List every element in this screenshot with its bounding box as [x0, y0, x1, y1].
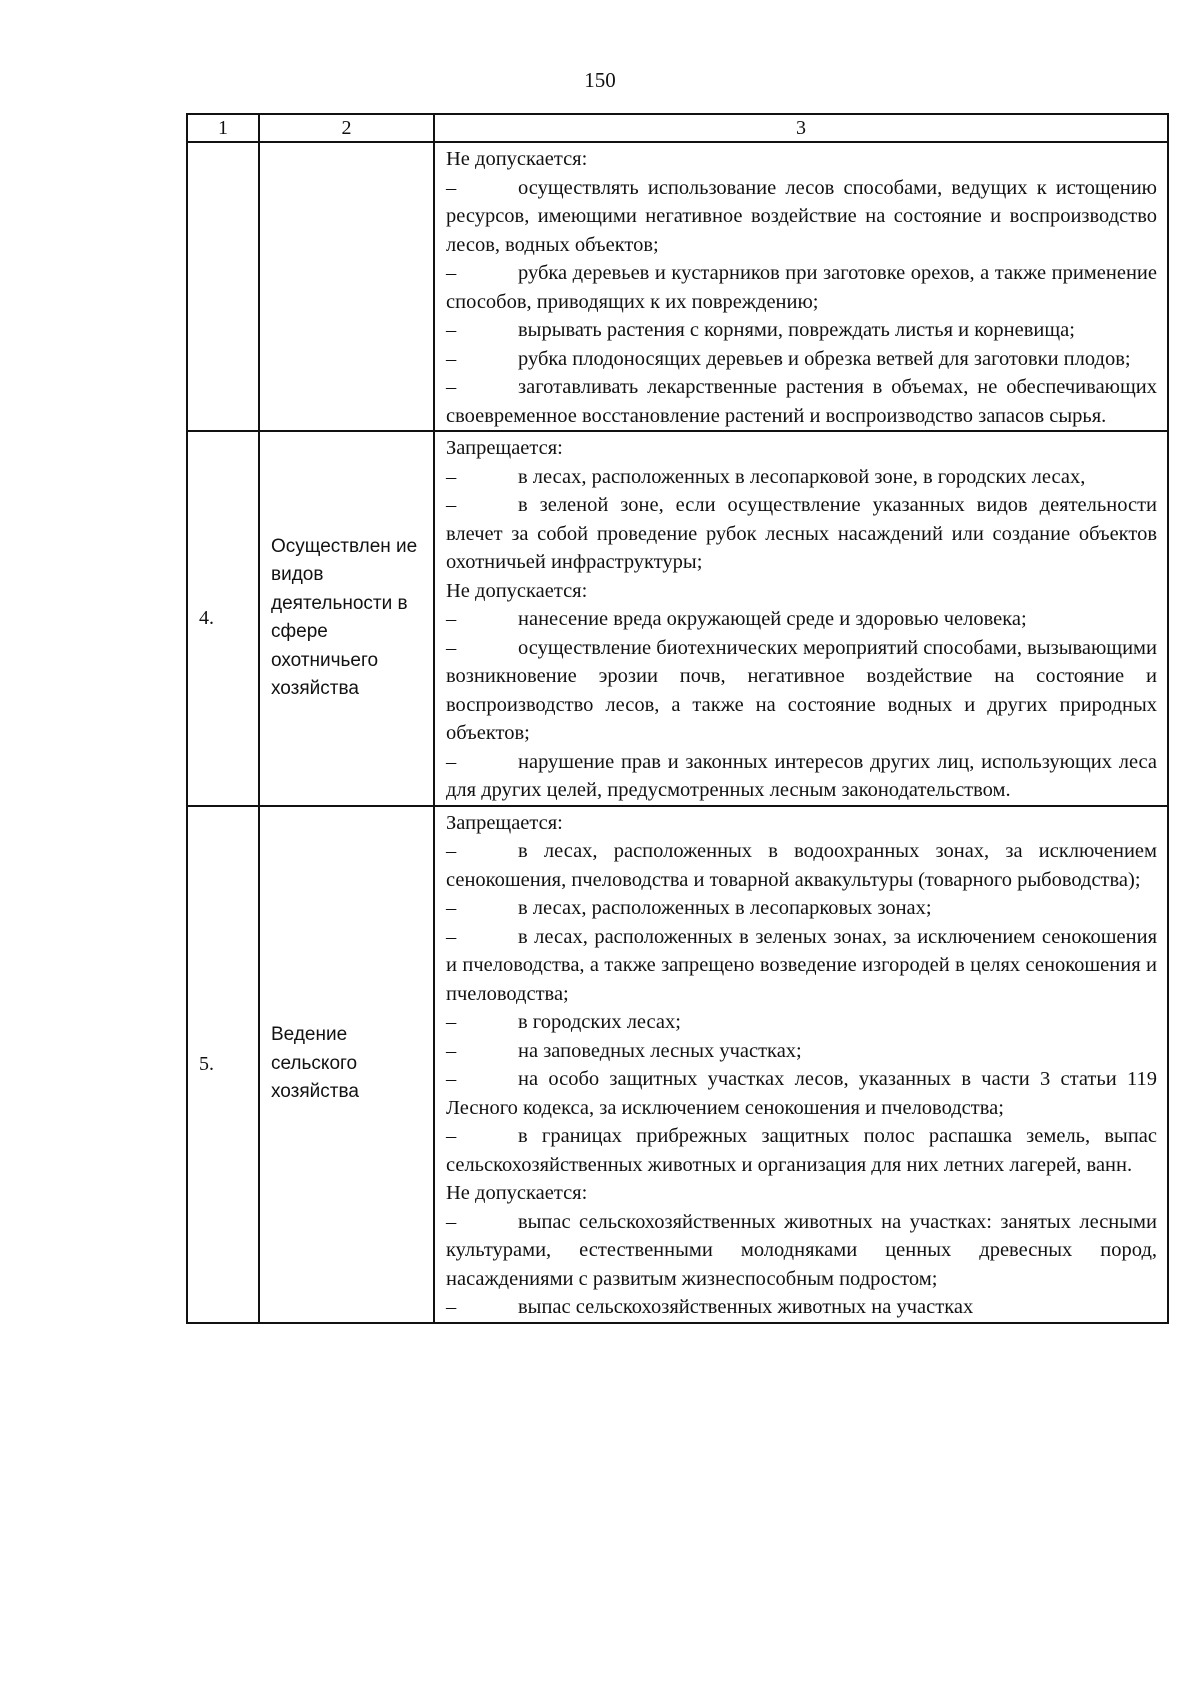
- restriction-text: в лесах, расположенных в водоохранных зонах, за исключением сенокошения, пчеловодства и товарной аквакультуры (товарного рыбоводства);: [446, 840, 1157, 891]
- restriction-item: [446, 1122, 1157, 1179]
- restriction-text: в городских лесах;: [518, 1011, 681, 1033]
- table-row: [187, 142, 1168, 431]
- restriction-text: Запрещается:: [446, 811, 563, 834]
- restriction-text: в лесах, расположенных в лесопарковой зоне, в городских лесах,: [518, 465, 1086, 488]
- row-number: 5.: [187, 806, 259, 1323]
- dash-bullet: –: [446, 1125, 457, 1147]
- dash-bullet: –: [446, 840, 457, 862]
- restriction-text: в границах прибрежных защитных полос распашка земель, выпас сельскохозяйственных животных и организация для них летних лагерей, ванн.: [446, 1125, 1157, 1176]
- restriction-heading: [446, 577, 1157, 606]
- dash-bullet: –: [446, 262, 457, 284]
- dash-bullet: –: [446, 608, 457, 630]
- restriction-text: осуществление биотехнических мероприятий способами, вызывающими возникновение эрозии почв, негативное воздействие на состояние и воспроизводство лесов, а также на состояние водных и других природных объектов;: [446, 636, 1157, 744]
- restriction-text: вырывать растения с корнями, повреждать листья и корневища;: [518, 319, 1075, 341]
- dash-bullet: –: [446, 319, 457, 341]
- header-cell-1: 1: [187, 114, 259, 142]
- restriction-item: [446, 1037, 1157, 1066]
- dash-bullet: –: [446, 1210, 457, 1233]
- dash-bullet: –: [446, 1068, 457, 1090]
- restrictions-cell: [434, 431, 1168, 806]
- activity-name: Осуществлен ие видов деятельности в сфере охотничьего хозяйства: [259, 431, 434, 806]
- restriction-text: нарушение прав и законных интересов других лиц, использующих леса для других целей, предусмотренных лесным законодательством.: [446, 750, 1157, 801]
- dash-bullet: –: [446, 1039, 457, 1062]
- dash-bullet: –: [446, 897, 457, 919]
- dash-bullet: –: [446, 347, 457, 370]
- dash-bullet: –: [446, 465, 457, 488]
- restriction-text: заготавливать лекарственные растения в объемах, не обеспечивающих своевременное восстановление растений и воспроизводство запасов сырья.: [446, 376, 1157, 427]
- dash-bullet: –: [446, 750, 457, 773]
- restriction-heading: [446, 434, 1157, 463]
- restriction-item: [446, 748, 1157, 805]
- restriction-item: [446, 463, 1157, 492]
- restriction-text: выпас сельскохозяйственных животных на участках: занятых лесными культурами, естественными молодняками ценных древесных пород, насаждениями с развитым жизнеспособным подростом;: [446, 1210, 1157, 1290]
- restriction-item: [446, 259, 1157, 316]
- restriction-text: Запрещается:: [446, 437, 563, 459]
- restriction-text: осуществлять использование лесов способами, ведущих к истощению ресурсов, имеющими негативное воздействие на состояние и воспроизводство лесов, водных объектов;: [446, 176, 1157, 256]
- dash-bullet: –: [446, 925, 457, 948]
- dash-bullet: –: [446, 636, 457, 659]
- table-row: [187, 806, 1168, 1323]
- restriction-text: в лесах, расположенных в лесопарковых зонах;: [518, 897, 932, 919]
- restriction-item: [446, 345, 1157, 374]
- regulations-table: [186, 113, 1169, 1324]
- restriction-item: [446, 1208, 1157, 1294]
- restriction-text: на заповедных лесных участках;: [518, 1039, 802, 1062]
- restriction-text: в зеленой зоне, если осуществление указанных видов деятельности влечет за собой проведение рубок лесных насаждений или создание объектов охотничьей инфраструктуры;: [446, 494, 1157, 573]
- activity-name: [259, 142, 434, 431]
- restriction-item: [446, 923, 1157, 1009]
- page-number: 150: [584, 68, 616, 92]
- restriction-text: в лесах, расположенных в зеленых зонах, за исключением сенокошения и пчеловодства, а также запрещено возведение изгородей в целях сенокошения и пчеловодства;: [446, 925, 1157, 1005]
- restrictions-cell: [434, 806, 1168, 1323]
- header-cell-3: 3: [434, 114, 1168, 142]
- restriction-text: рубка плодоносящих деревьев и обрезка ветвей для заготовки плодов;: [518, 347, 1131, 370]
- activity-name: Ведение сельского хозяйства: [259, 806, 434, 1323]
- restriction-text: на особо защитных участках лесов, указанных в части 3 статьи 119 Лесного кодекса, за исключением сенокошения и пчеловодства;: [446, 1068, 1157, 1119]
- restriction-item: [446, 174, 1157, 260]
- dash-bullet: –: [446, 176, 457, 199]
- restriction-item: [446, 373, 1157, 430]
- dash-bullet: –: [446, 376, 457, 398]
- restriction-item: [446, 491, 1157, 577]
- restriction-text: Не допускается:: [446, 1182, 588, 1204]
- restriction-text: нанесение вреда окружающей среде и здоровью человека;: [518, 608, 1027, 630]
- restriction-item: [446, 894, 1157, 923]
- restriction-item: [446, 837, 1157, 894]
- table-row: [187, 431, 1168, 806]
- dash-bullet: –: [446, 1296, 457, 1318]
- row-number: 4.: [187, 431, 259, 806]
- dash-bullet: –: [446, 494, 457, 516]
- table-header-row: [187, 114, 1168, 142]
- restriction-heading: [446, 145, 1157, 174]
- restriction-text: Не допускается:: [446, 148, 588, 170]
- restriction-item: [446, 316, 1157, 345]
- header-cell-2: 2: [259, 114, 434, 142]
- restriction-text: выпас сельскохозяйственных животных на участках: [518, 1296, 974, 1318]
- row-number: [187, 142, 259, 431]
- restriction-item: [446, 1008, 1157, 1037]
- dash-bullet: –: [446, 1011, 457, 1033]
- restriction-text: рубка деревьев и кустарников при заготовке орехов, а также применение способов, приводящих к их повреждению;: [446, 262, 1157, 313]
- restriction-item: [446, 1065, 1157, 1122]
- restriction-heading: [446, 1179, 1157, 1208]
- restriction-item: [446, 634, 1157, 748]
- restriction-item: [446, 1293, 1157, 1322]
- restriction-text: Не допускается:: [446, 579, 588, 602]
- restriction-item: [446, 605, 1157, 634]
- restriction-heading: [446, 809, 1157, 838]
- restrictions-cell: [434, 142, 1168, 431]
